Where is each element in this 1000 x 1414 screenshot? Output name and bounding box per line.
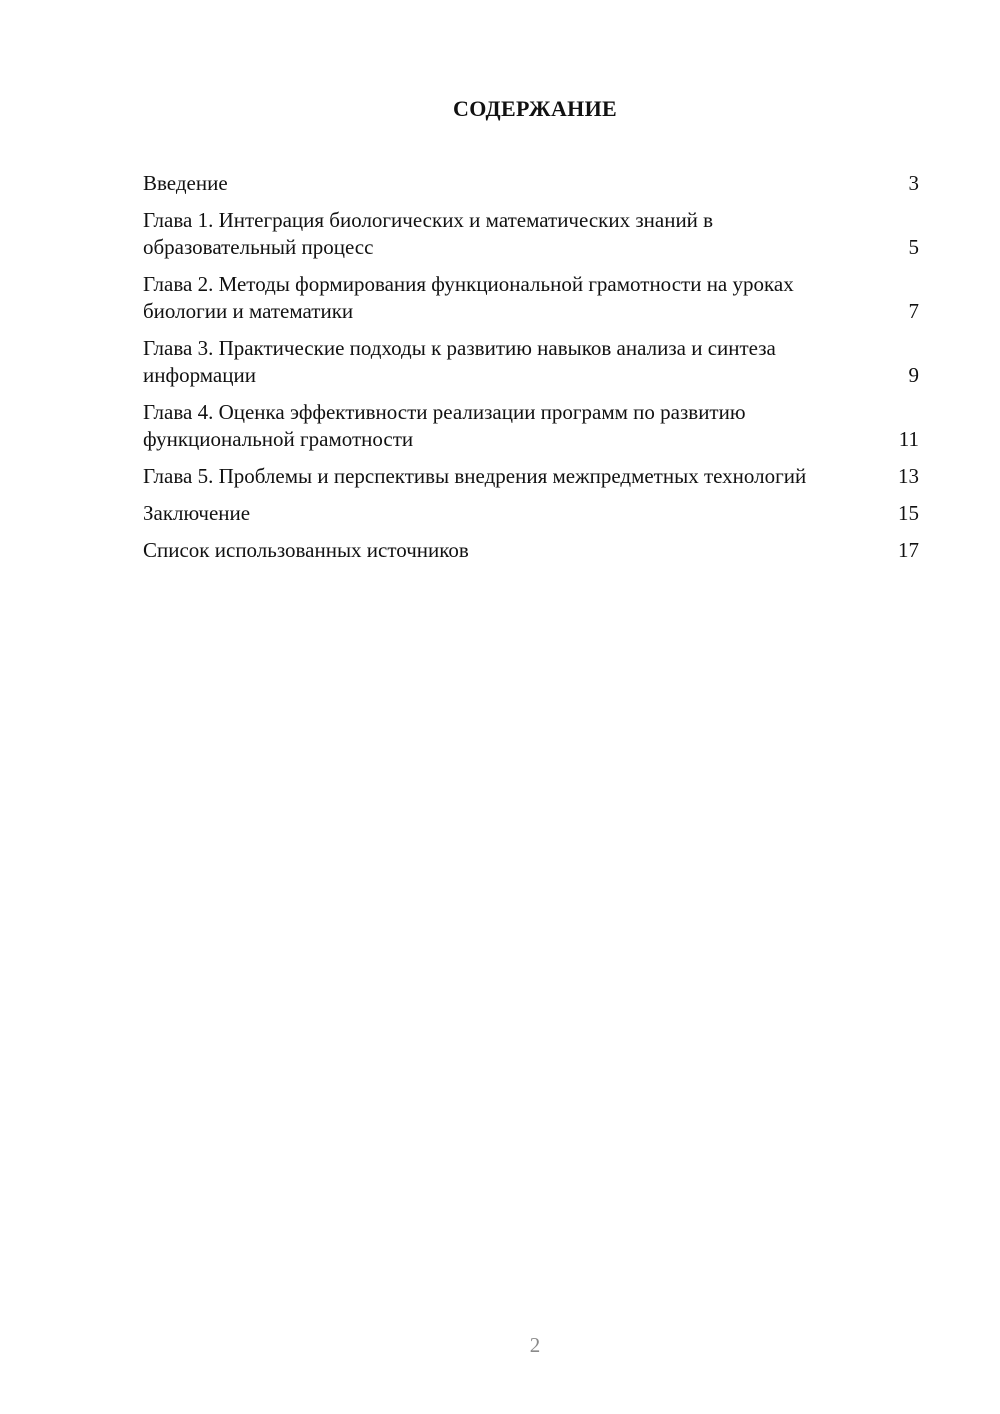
toc-entry-text: Глава 3. Практические подходы к развитию навыков анализа и синтеза информации	[143, 336, 776, 387]
toc-entry-text: Глава 1. Интеграция биологических и математических знаний в образовательный процесс	[143, 208, 714, 259]
page-number: 2	[529, 1333, 541, 1357]
toc-entry-text: Глава 5. Проблемы и перспективы внедрения межпредметных технологий	[143, 464, 807, 488]
toc-entry-text: Заключение	[143, 501, 251, 525]
toc-entry-chapter-5[interactable]	[143, 463, 919, 490]
toc-entry-chapter-3[interactable]	[143, 335, 919, 389]
toc-entry-conclusion[interactable]	[143, 500, 919, 527]
toc-entry-introduction[interactable]	[143, 170, 919, 197]
toc-entry-page: 3	[908, 171, 919, 195]
toc-entry-page: 15	[898, 501, 919, 525]
toc-entry-text: Список использованных источников	[143, 538, 469, 562]
toc-list	[143, 170, 919, 574]
toc-entry-text: Введение	[143, 171, 228, 195]
toc-entry-chapter-2[interactable]	[143, 271, 919, 325]
toc-entry-page: 5	[908, 235, 919, 259]
toc-entry-page: 7	[908, 299, 919, 323]
toc-entry-page: 17	[898, 538, 919, 562]
toc-entry-references[interactable]	[143, 537, 919, 564]
toc-entry-chapter-1[interactable]	[143, 207, 919, 261]
toc-entry-page: 9	[908, 363, 919, 387]
toc-title: СОДЕРЖАНИЕ	[453, 96, 617, 121]
toc-entry-text: Глава 2. Методы формирования функциональной грамотности на уроках биологии и математики	[143, 272, 794, 323]
toc-entry-text: Глава 4. Оценка эффективности реализации программ по развитию функциональной грамотности	[143, 400, 746, 451]
toc-entry-page: 11	[898, 427, 919, 451]
toc-entry-page: 13	[898, 464, 919, 488]
toc-entry-chapter-4[interactable]	[143, 399, 919, 453]
